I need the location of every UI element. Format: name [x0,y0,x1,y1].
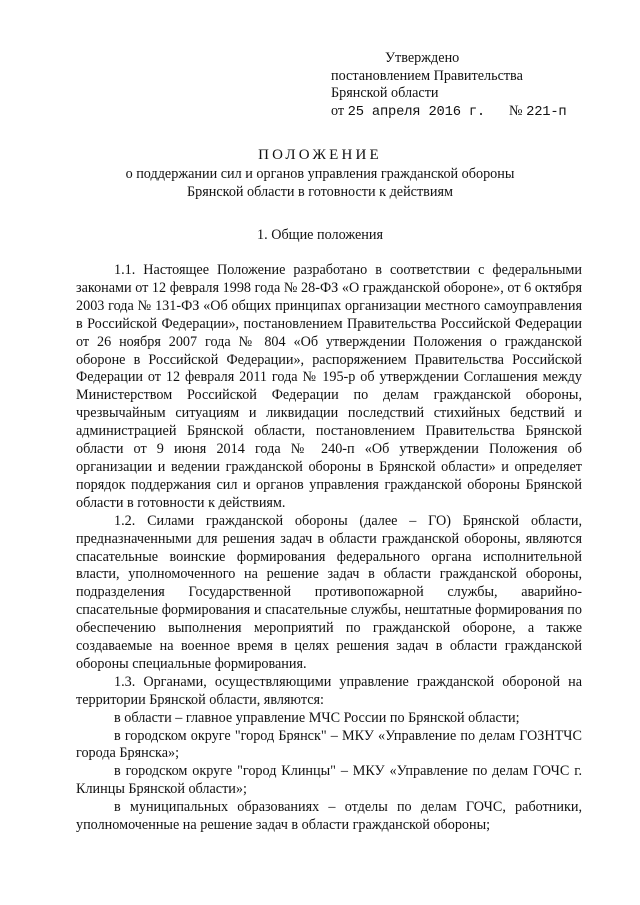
paragraph: в муниципальных образованиях – отделы по делам ГОЧС, работники, уполномоченные на решение задач в области гражданской обороны; [76,799,582,834]
document-body [76,262,582,835]
paragraph: 1.3. Органами, осуществляющими управление гражданской обороной на территории Брянской области, являются: [76,673,582,708]
document-subtitle [0,166,640,201]
paragraph: в городском округе "город Клинцы" – МКУ «Управление по делам ГОЧС г. Клинцы Брянской области»; [76,763,582,798]
approval-line-region: Брянской области [331,85,439,101]
subtitle-line-1: о поддержании сил и органов управления гражданской обороны [125,166,515,182]
approval-number: 221-п [526,104,567,120]
number-prefix: № [509,102,523,119]
paragraph: в городском округе "город Брянск" – МКУ «Управление по делам ГОЗНТЧС города Брянска»; [76,727,582,762]
approval-line-approved: Утверждено [385,50,460,66]
approval-line-date-number [331,103,567,122]
approval-line-resolution: постановлением Правительства [331,67,523,84]
paragraph: в области – главное управление МЧС России по Брянской области; [114,709,520,726]
subtitle-line-2: Брянской области в готовности к действиям [187,183,453,200]
paragraph: 1.2. Силами гражданской обороны (далее – ГО) Брянской области, предназначенными для решения задач в области гражданской обороны, являются спасательные воинские формирования федерального органа исполнительной власти, уполномоченного на решение задач в области гражданской обороны, подразделения Государственной противопожарной службы, аварийно-спасательные формирования и спасательные службы, нештатные формирования по обеспечению выполнения мероприятий по гражданской обороне, а также создаваемые на военное время в целях решения задач в области гражданской обороны специальные формирования. [76,512,582,672]
section-heading: 1. Общие положения [257,227,383,243]
paragraph: 1.1. Настоящее Положение разработано в соответствии с федеральными законами от 12 февраля 1998 года № 28-ФЗ «О гражданской обороне», от 6 октября 2003 года № 131-ФЗ «Об общих принципах организации местного самоуправления в Российской Федерации», постановлением Правительства Российской Федерации от 26 ноября 2007 года № 804 «Об утверждении Положения о гражданской обороне в Российской Федерации», распоряжением Правительства Российской Федерации от 12 февраля 2011 года № 195-р об утверждении Соглашения между Министерством Российской Федерации по делам гражданской обороны, чрезвычайным ситуациям и ликвидации последствий стихийных бедствий и администрацией Брянской области, постановлением Правительства Брянской области от 9 июня 2014 года № 240-п «Об утверждении Положения об организации и ведении гражданской обороны в Брянской области» и определяет порядок поддержания сил и органов управления гражданской обороны Брянской области в готовности к действиям. [76,262,582,511]
date-prefix: от [331,102,345,119]
approval-stamp [331,50,567,121]
document-title: ПОЛОЖЕНИЕ [258,147,382,163]
approval-date: 25 апреля 2016 г. [347,104,486,120]
